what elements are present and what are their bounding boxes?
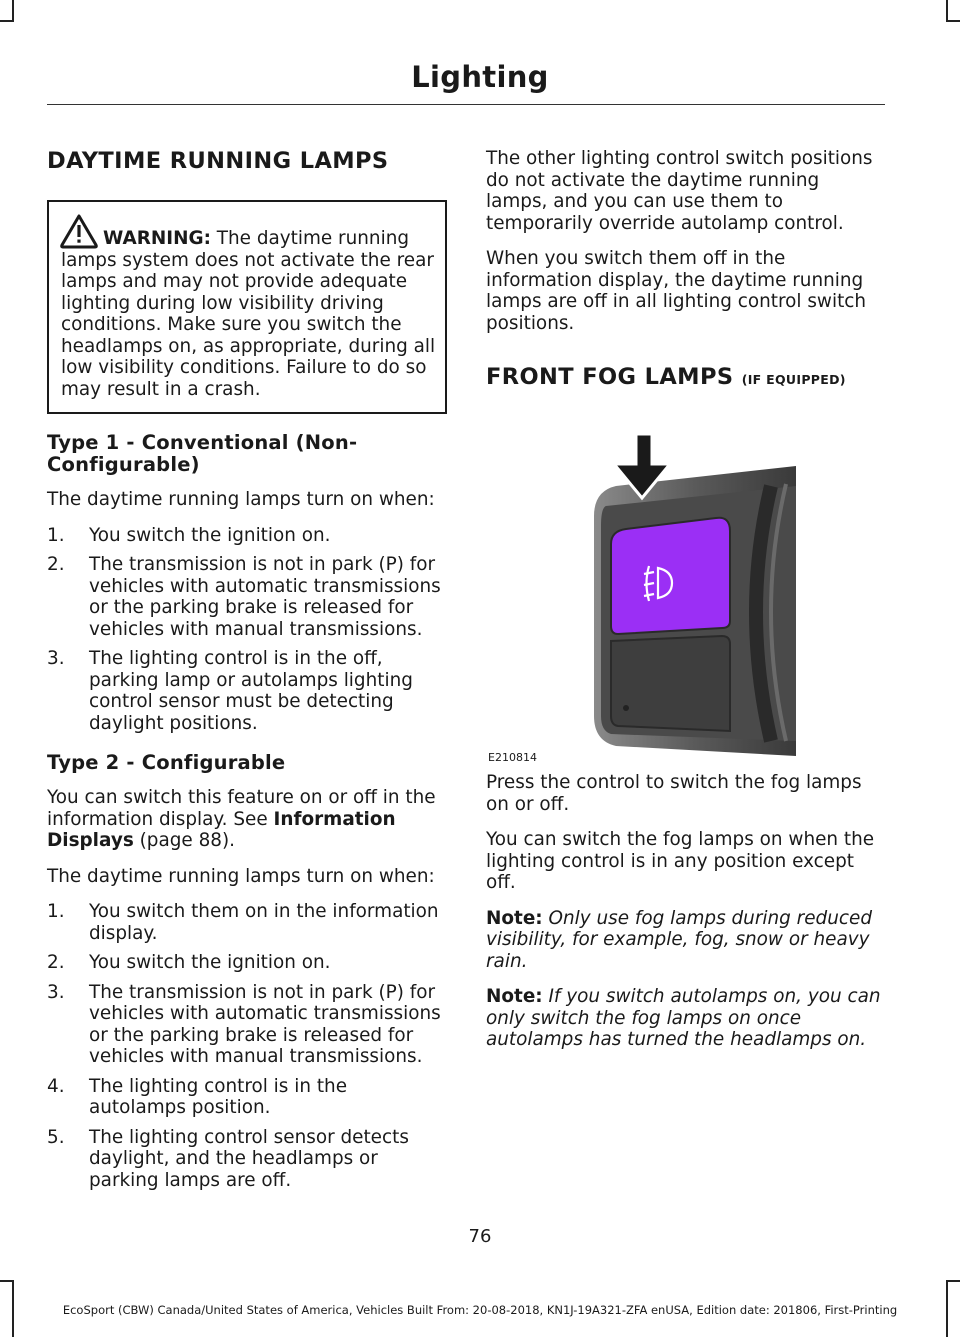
if-equipped-label: (IF EQUIPPED) (741, 372, 846, 387)
fog-lamp-switch-figure (486, 396, 806, 766)
left-column (47, 140, 447, 1205)
note-1: Note: Only use fog lamps during reduced visibility, for example, fog, snow or heavy rain. (486, 907, 872, 972)
warning-box (47, 200, 447, 414)
crop-mark (0, 1280, 14, 1282)
crop-mark (946, 0, 948, 22)
header-divider (47, 104, 885, 105)
type1-heading: Type 1 - Conventional (Non-Configurable) (47, 431, 358, 476)
page-number: 76 (468, 1226, 492, 1247)
footer-text: EcoSport (CBW) Canada/United States of America, Vehicles Built From: 20-08-2018, KN1J-19A321-ZFA enUSA, Edition date: 201806, First-Printing (62, 1303, 898, 1317)
information-displays-link[interactable]: Information Displays (47, 808, 396, 851)
type1-list (47, 525, 447, 735)
list-item: 3. The transmission is not in park (P) for vehicles with automatic transmissions or the parking brake is released for vehicles with manual transmissions. (47, 981, 441, 1067)
warning-text: The daytime running lamps system does not activate the rear lamps and may not provide adequate lighting during low visibility driving conditions. Make sure you switch the headlamps on, as appropriate, during all low visibility conditions. Failure to do so may result in a crash. (61, 228, 436, 400)
list-item: 5. The lighting control sensor detects daylight, and the headlamps or parking lamps are off. (47, 1126, 409, 1191)
warning-heading: WARNING: (103, 228, 211, 249)
right-paragraph-4: You can switch the fog lamps on when the lighting control is in any position except off. (486, 829, 875, 893)
right-paragraph-3: Press the control to switch the fog lamps on or off. (486, 772, 862, 815)
note-2: Note: If you switch autolamps on, you can only switch the fog lamps on once autolamps has turned the headlamps on. (486, 986, 881, 1050)
right-paragraph-1: The other lighting control switch positions do not activate the daytime running lamps, and you can use them to temporarily override autolamp control. (486, 148, 873, 234)
list-item: 2. The transmission is not in park (P) for vehicles with automatic transmissions or the parking brake is released for vehicles with manual transmissions. (47, 554, 441, 640)
crop-mark (12, 0, 14, 22)
list-item: 1. You switch the ignition on. (47, 524, 331, 546)
type2-paragraph: You can switch this feature on or off in the information display. See Information Displays (page 88). (47, 787, 436, 851)
right-column (486, 148, 886, 1065)
type1-intro: The daytime running lamps turn on when: (47, 489, 435, 510)
list-item: 4. The lighting control is in the autolamps position. (47, 1075, 348, 1118)
list-item: 2. You switch the ignition on. (47, 952, 331, 973)
crop-mark (946, 20, 960, 22)
warning-triangle-icon (59, 213, 99, 249)
figure-label: E210814 (488, 751, 537, 764)
crop-mark (0, 20, 14, 22)
list-item: 3. The lighting control is in the off, parking lamp or autolamps lighting control sensor must be detecting daylight positions. (47, 648, 413, 734)
list-item: 1. You switch them on in the information display. (47, 901, 439, 944)
section-title-front-fog-lamps: FRONT FOG LAMPS (IF EQUIPPED) (486, 364, 846, 390)
type2-intro: The daytime running lamps turn on when: (47, 865, 435, 887)
page-title: Lighting (411, 60, 549, 94)
crop-mark (946, 1280, 960, 1282)
type2-list (47, 901, 447, 1191)
type2-heading: Type 2 - Configurable (47, 751, 286, 774)
right-paragraph-2: When you switch them off in the information display, the daytime running lamps are off in all lighting control switch positions. (486, 248, 867, 334)
section-title-daytime-running-lamps: DAYTIME RUNNING LAMPS (47, 148, 389, 174)
fog-lamp-switch-illustration (486, 396, 806, 766)
